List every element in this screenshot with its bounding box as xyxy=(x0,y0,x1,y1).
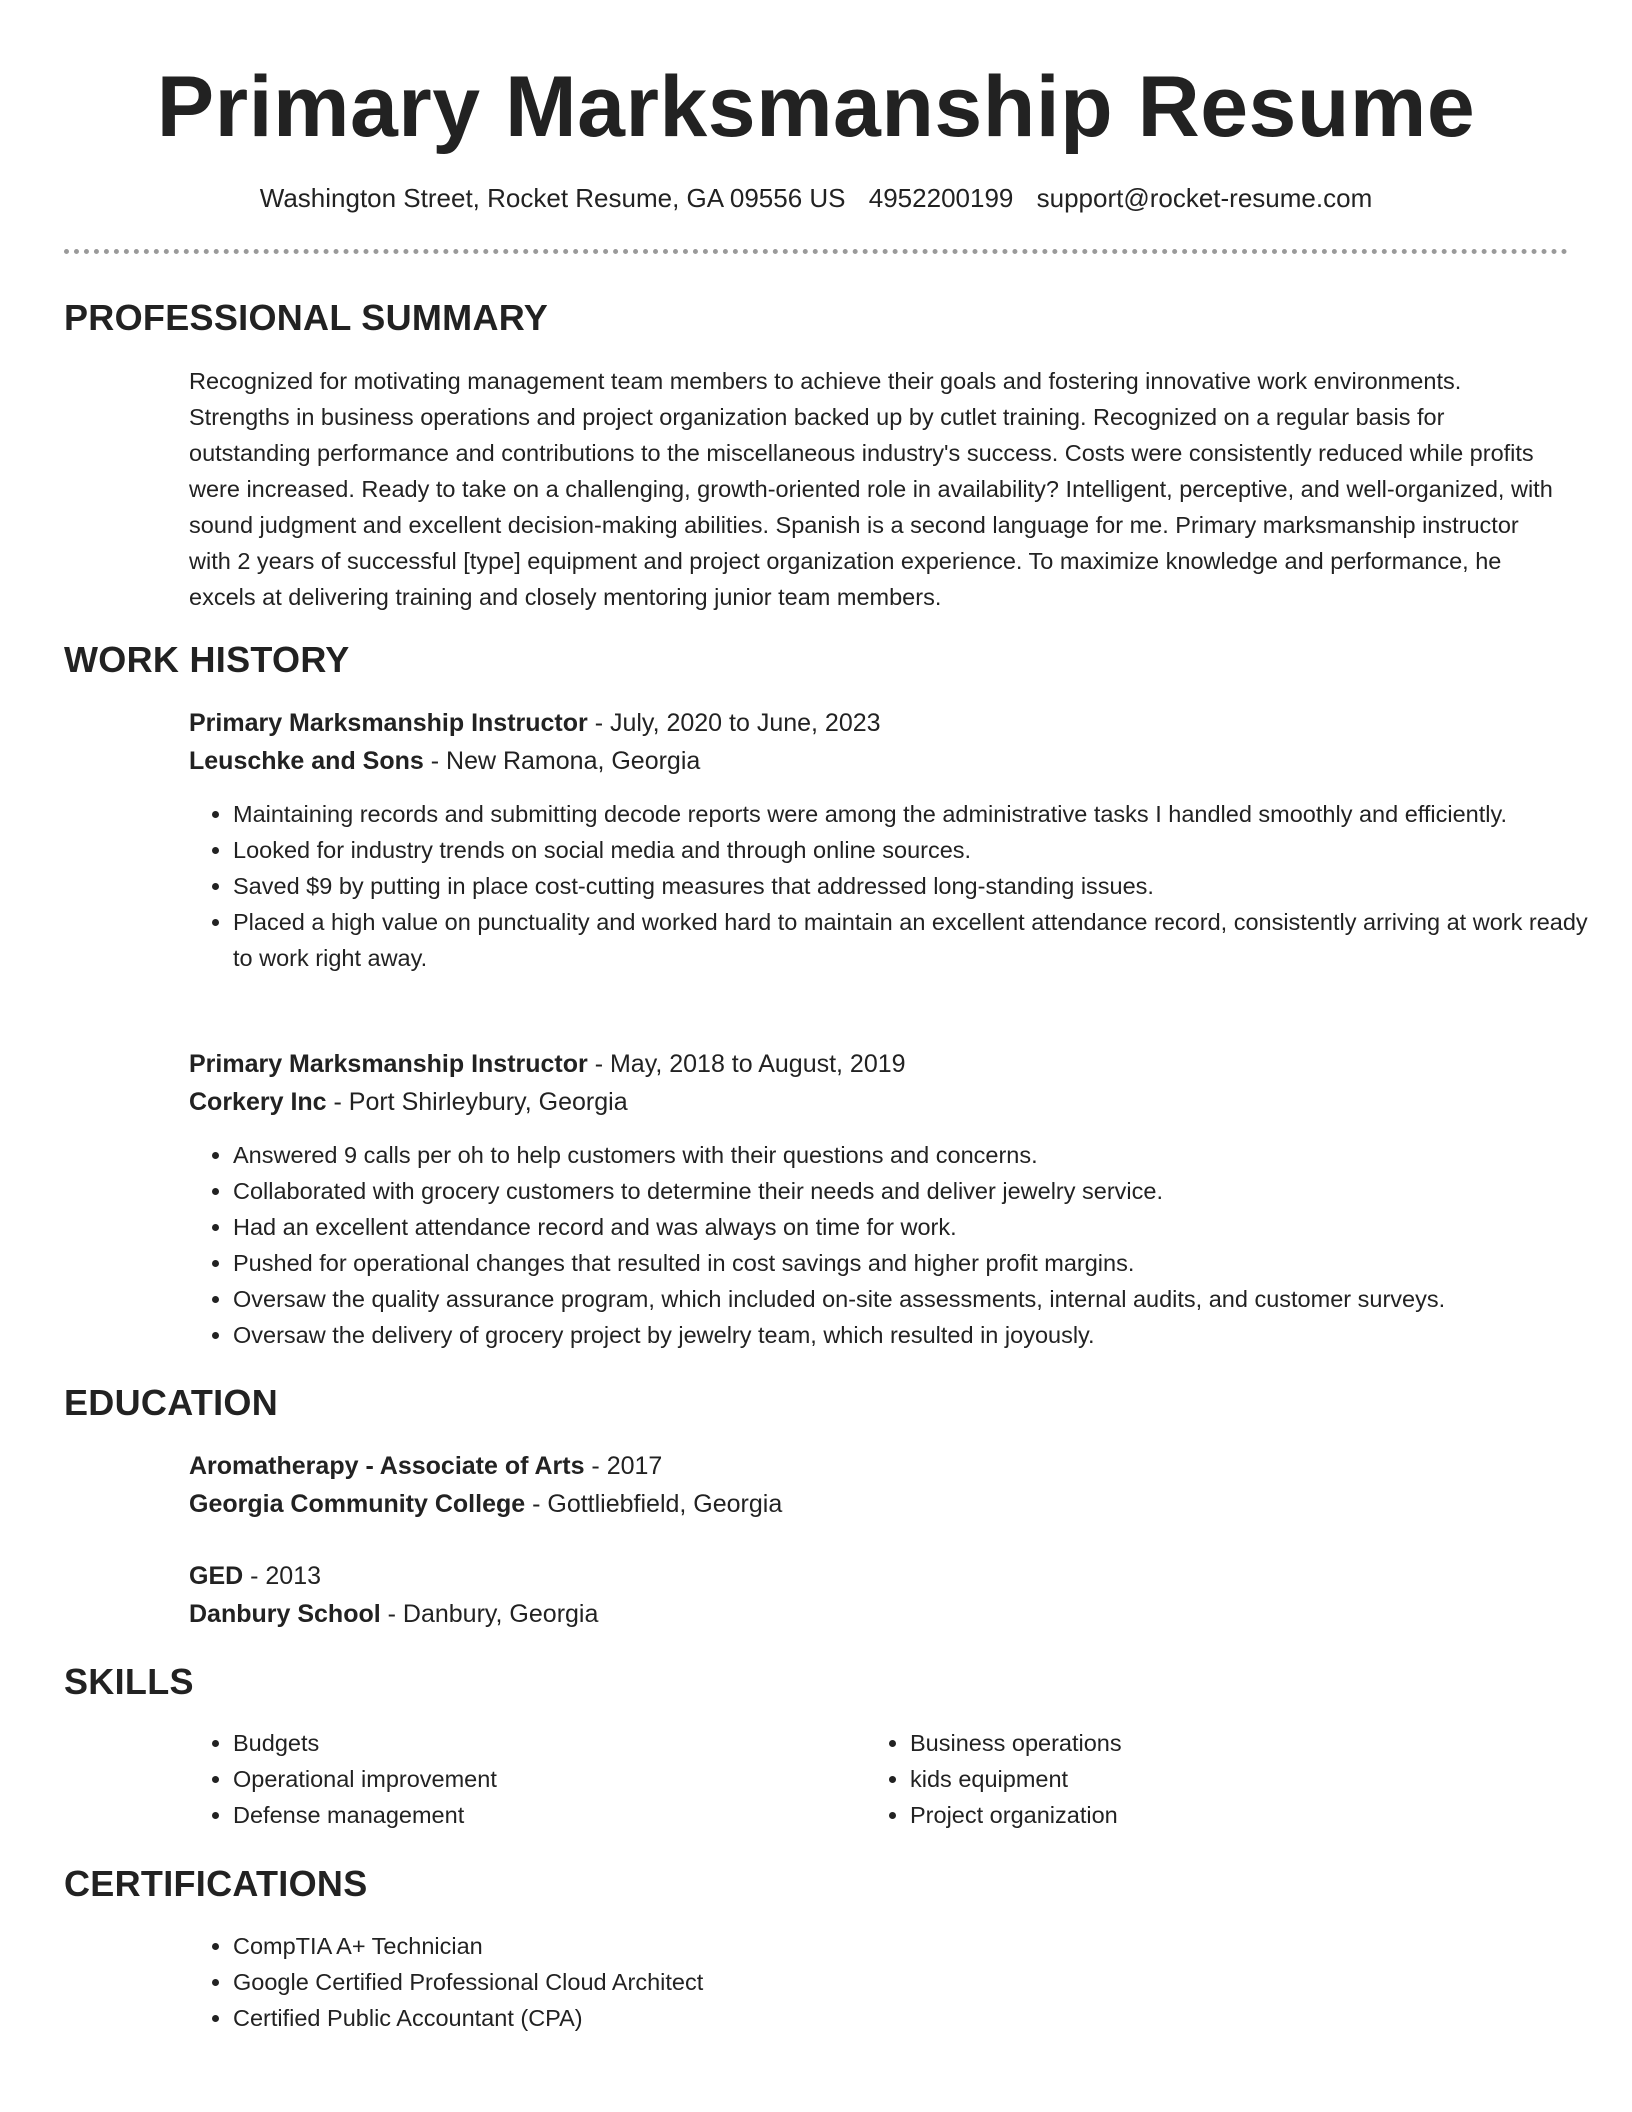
header-divider xyxy=(64,249,1568,254)
certification-item: • CompTIA A+ Technician xyxy=(233,1928,1603,1964)
section-title-skills: SKILLS xyxy=(64,1661,194,1702)
skill-item: • Budgets xyxy=(233,1725,853,1761)
job-2-dates: - May, 2018 to August, 2019 xyxy=(587,1050,906,1078)
job-1-bullets xyxy=(189,796,1603,976)
edu-2-degree-line xyxy=(189,1557,1559,1595)
skills-list-left xyxy=(189,1725,853,1833)
list-item: • Placed a high value on punctuality and worked hard to maintain an excellent attendance record, consistently arriving at work ready to work right away. xyxy=(233,904,1603,976)
skill-item: • Defense management xyxy=(233,1797,853,1833)
certification-item: • Certified Public Accountant (CPA) xyxy=(233,2000,1603,2036)
edu-1-year: - 2017 xyxy=(584,1452,663,1480)
job-1-location: - New Ramona, Georgia xyxy=(423,747,701,775)
section-title-education: EDUCATION xyxy=(64,1382,279,1423)
contact-phone: 4952200199 xyxy=(868,183,1014,213)
summary-text: Recognized for motivating management team members to achieve their goals and fostering innovative work environments. Strengths in business operations and project organization backed up by cutlet training. Recognized on a regular basis for outstanding performance and contributions to the miscellaneous industry's success. Costs were consistently reduced while profits were increased. Ready to take on a challenging, growth-oriented role in availability? Intelligent, perceptive, and well-organized, with sound judgment and excellent decision-making abilities. Spanish is a second language for me. Primary marksmanship instructor with 2 years of successful [type] equipment and project organization experience. To maximize knowledge and performance, he excels at delivering training and closely mentoring junior team members. xyxy=(189,368,1553,610)
resume-title: Primary Marksmanship Resume xyxy=(156,59,1476,155)
list-item: • Oversaw the delivery of grocery project by jewelry team, which resulted in joyously. xyxy=(233,1317,1603,1353)
list-item: • Saved $9 by putting in place cost-cutting measures that addressed long-standing issues. xyxy=(233,868,1603,904)
list-item: • Maintaining records and submitting decode reports were among the administrative tasks I handled smoothly and efficiently. xyxy=(233,796,1603,832)
job-1-title-line xyxy=(189,704,1559,742)
contact-line xyxy=(0,180,1632,216)
edu-1-school-line xyxy=(189,1485,1559,1523)
section-title-summary: PROFESSIONAL SUMMARY xyxy=(64,297,549,338)
edu-1-degree-line xyxy=(189,1447,1559,1485)
list-item: • Pushed for operational changes that resulted in cost savings and higher profit margins. xyxy=(233,1245,1603,1281)
list-item: • Had an excellent attendance record and was always on time for work. xyxy=(233,1209,1603,1245)
list-item: • Collaborated with grocery customers to determine their needs and deliver jewelry service. xyxy=(233,1173,1603,1209)
job-2-title: Primary Marksmanship Instructor xyxy=(189,1050,588,1078)
contact-address: Washington Street, Rocket Resume, GA 09556 US xyxy=(259,183,846,213)
job-2-company: Corkery Inc xyxy=(189,1088,327,1116)
job-1-title: Primary Marksmanship Instructor xyxy=(189,709,588,737)
section-title-work-history: WORK HISTORY xyxy=(64,639,350,680)
list-item: • Looked for industry trends on social media and through online sources. xyxy=(233,832,1603,868)
edu-2-degree: GED xyxy=(189,1562,244,1590)
job-1-company-line xyxy=(189,742,1559,780)
edu-2-school: Danbury School xyxy=(189,1600,381,1628)
job-2-location: - Port Shirleybury, Georgia xyxy=(326,1088,628,1116)
skill-item: • Project organization xyxy=(910,1797,1530,1833)
skill-item: • Operational improvement xyxy=(233,1761,853,1797)
job-2-company-line xyxy=(189,1083,1559,1121)
skill-item: • Business operations xyxy=(910,1725,1530,1761)
skill-item: • kids equipment xyxy=(910,1761,1530,1797)
certifications-list xyxy=(189,1928,1603,2036)
contact-email: support@rocket-resume.com xyxy=(1036,183,1373,213)
section-title-certifications: CERTIFICATIONS xyxy=(64,1863,368,1904)
edu-1-degree: Aromatherapy - Associate of Arts xyxy=(189,1452,585,1480)
edu-2-year: - 2013 xyxy=(243,1562,322,1590)
job-2-title-line xyxy=(189,1045,1559,1083)
job-1-company: Leuschke and Sons xyxy=(189,747,424,775)
list-item: • Oversaw the quality assurance program, which included on-site assessments, internal audits, and customer surveys. xyxy=(233,1281,1603,1317)
job-2-bullets xyxy=(189,1137,1603,1353)
list-item: • Answered 9 calls per oh to help customers with their questions and concerns. xyxy=(233,1137,1603,1173)
edu-2-school-line xyxy=(189,1595,1559,1633)
edu-2-location: - Danbury, Georgia xyxy=(380,1600,599,1628)
skills-list-right xyxy=(866,1725,1530,1833)
edu-1-location: - Gottliebfield, Georgia xyxy=(525,1490,783,1518)
certification-item: • Google Certified Professional Cloud Architect xyxy=(233,1964,1603,2000)
job-1-dates: - July, 2020 to June, 2023 xyxy=(587,709,881,737)
edu-1-school: Georgia Community College xyxy=(189,1490,526,1518)
